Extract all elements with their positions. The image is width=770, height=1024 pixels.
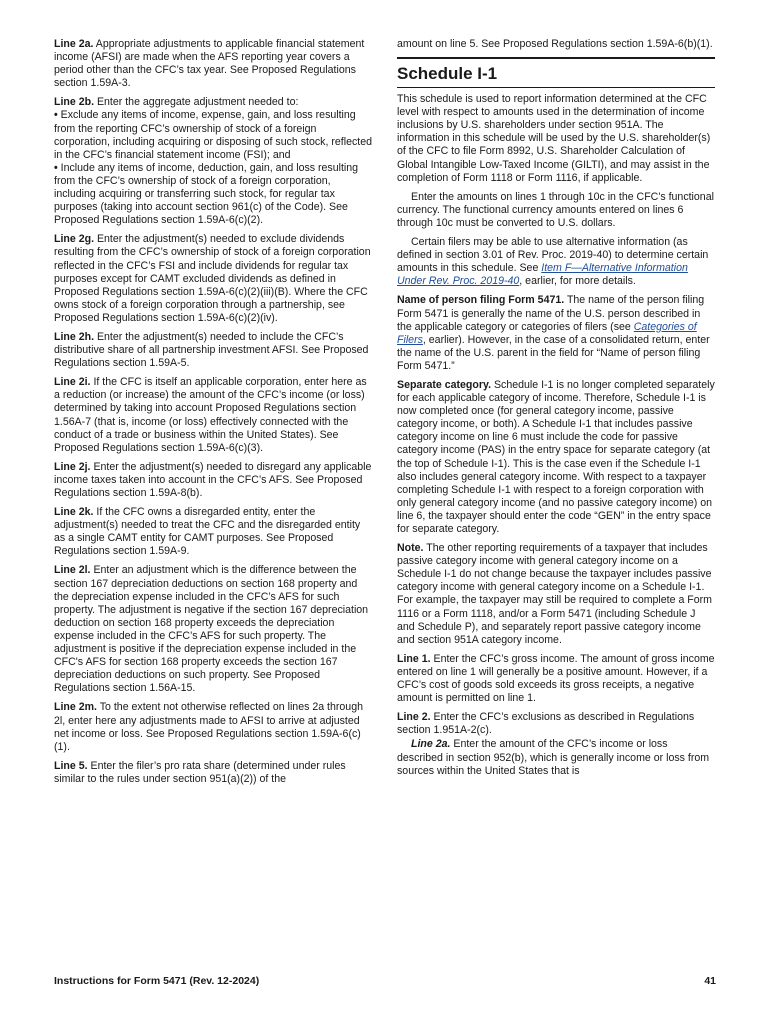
- bullet-item: [54, 162, 373, 227]
- paragraph-alternative-info: [397, 236, 715, 288]
- paragraph-lead: Line 2j.: [54, 460, 91, 473]
- paragraph-lead: Name of person filing Form 5471.: [397, 294, 565, 307]
- paragraph-separate-category: [397, 379, 715, 536]
- paragraph-lead: Line 2.: [397, 711, 431, 724]
- paragraph-lead: Note.: [397, 542, 424, 555]
- bullet-icon: •: [54, 161, 58, 174]
- paragraph-lead: Line 2a.: [54, 38, 94, 50]
- paragraph-lead: Line 2g.: [54, 233, 95, 246]
- item-f-link[interactable]: Item F—Alternative Information Under Rev. Proc. 2019-40: [397, 262, 688, 288]
- paragraph-line-2m: [54, 701, 373, 753]
- paragraph-text: Enter the aggregate adjustment needed to:: [94, 96, 299, 109]
- paragraph-text: Enter the adjustment(s) needed to disregard any applicable income taxes taken into account in the CFC’s AFS. See Proposed Regulations section 1.59A-8(b).: [54, 460, 372, 499]
- paragraph-text: If the CFC owns a disregarded entity, enter the adjustment(s) needed to treat the CFC and the disregarded entity as a single CAMT entity for CAMT purposes. See Proposed Regulations section 1.59A-9.: [54, 506, 361, 558]
- paragraph-text: Enter the amount of the CFC’s income or loss described in section 952(b), which is generally income or loss from sources within the United States that is: [397, 738, 710, 777]
- categories-of-filers-link[interactable]: Categories of Filers: [397, 320, 697, 346]
- paragraph-lead: Line 2h.: [54, 330, 95, 343]
- bullet-icon: •: [54, 109, 58, 122]
- paragraph-text: Appropriate adjustments to applicable financial statement income (AFSI) are made when the AFS reporting year covers a period other than the CFC’s tax year. See Proposed Regulations section 1.59A-3.: [54, 38, 365, 90]
- paragraph-text: If the CFC is itself an applicable corporation, enter here as a reduction (or increase) the amount of the CFC’s income (or loss) determined by taking into account Proposed Regulations section 1.56A-7 (that is, income (or loss) effectively connected with the conduct of a trade or business within the United States). See Proposed Regulations section 1.59A-6(c)(3).: [54, 376, 367, 454]
- paragraph-lead: Line 2b.: [54, 96, 95, 109]
- paragraph-lead: Line 1.: [397, 652, 431, 665]
- paragraph-text: Schedule I-1 is no longer completed separately for each applicable category of income. Therefore, Schedule I-1 is now completed once (for general category income, passive category income, or both). A Schedule I-1 that includes passive category income on line 6 must include the code for passive category income (PAS) in the entry space for separate category (at the top of Schedule I-1). This is the case even if the Schedule I-1 also includes general category income. With respect to a taxpayer completing Schedule I-1 with respect to a foreign corporation with only general category income (and no passive category income) on line 6, the taxpayer should enter the code “GEN” in the entry space for separate category.: [397, 378, 715, 535]
- paragraph-line-2i: [54, 376, 373, 455]
- paragraph-lead: Line 2a.: [411, 738, 451, 751]
- paragraph-text: Enter the filer’s pro rata share (determined under rules similar to the rules under section 951(a)(2)) of the: [54, 759, 346, 785]
- paragraph-lead: Line 2i.: [54, 376, 91, 389]
- page-number: 41: [704, 975, 716, 987]
- paragraph-text: Certain filers may be able to use alternative information (as defined in section 3.01 of Rev. Proc. 2019-40) to determine certain amounts in this schedule. See: [397, 236, 709, 275]
- paragraph-line-2a-right: [397, 738, 715, 777]
- paragraph-functional-currency: Enter the amounts on lines 1 through 10c in the CFC's functional currency. The functional currency amounts entered on lines 6 through 10c must be converted to U.S. dollars.: [397, 190, 714, 229]
- paragraph-lead: Line 2k.: [54, 506, 94, 519]
- paragraph-name-of-person: [397, 294, 715, 373]
- paragraph-text: Enter the CFC’s gross income. The amount of gross income entered on line 1 will generally be a positive amount. However, if a CFC’s cost of goods sold exceeds its gross receipts, a negative amount is permitted on line 1.: [397, 652, 715, 705]
- paragraph-intro: This schedule is used to report information determined at the CFC level with respect to amounts used in the determination of income inclusions by U.S. shareholders under section 951A. The information in this schedule will be used by the U.S. shareholder(s) of the CFC to file Form 8992, U.S. Shareholder Calculation of Global Intangible Low-Taxed Income (GILTI), and may assist in the completion of Form 1118 or Form 1116, if applicable.: [397, 93, 711, 184]
- paragraph-line-2k: [54, 506, 373, 558]
- paragraph-lead: Separate category.: [397, 378, 492, 391]
- paragraph-line-2a: [54, 38, 373, 90]
- left-column: [54, 38, 373, 792]
- bullet-text: Include any items of income, deduction, gain, and loss resulting from the CFC’s ownership of stock of a foreign corporation, including acquiring or transferring such stock, for regular tax purposes (taking into account section 961(c) of the Code). See Proposed Regulations section 1.59A-6(c)(2).: [54, 161, 359, 227]
- right-column: [397, 38, 715, 784]
- paragraph-text: , earlier, for more details.: [519, 275, 636, 288]
- paragraph-text: To the extent not otherwise reflected on lines 2a through 2l, enter here any adjustments made to AFSI to arrive at adjusted net income or loss. See Proposed Regulations section 1.59A-6(c)(1).: [54, 701, 363, 753]
- paragraph-text: Enter the adjustment(s) needed to include the CFC’s distributive share of all partnership investment AFSI. See Proposed Regulations section 1.59A-5.: [54, 330, 369, 370]
- paragraph-lead: Line 2l.: [54, 564, 91, 577]
- paragraph-lead: Line 5.: [54, 759, 88, 772]
- paragraph-text: , earlier). However, in the case of a consolidated return, enter the name of the U.S. parent in the field for “Name of person filing Form 5471.”: [397, 333, 710, 372]
- paragraph-text: Enter the adjustment(s) needed to exclude dividends resulting from the CFC’s ownership of stock of a foreign corporation reflected in the CFC’s FSI and include dividends for regular tax purposes except for CAMT excluded dividends as defined in Proposed Regulations section 1.59A-6(c)(2)(iii)(B). Where the CFC owns stock of a foreign corporation through a partnership, see Proposed Regulations section 1.59A-6(c)(2)(iv).: [54, 233, 371, 324]
- paragraph-line-2h: [54, 331, 373, 370]
- paragraph-line-2g: [54, 233, 373, 325]
- paragraph-text: The name of the person filing Form 5471 is generally the name of the U.S. person described in the applicable category or categories of filers (see: [397, 294, 705, 333]
- paragraph-line-5: [54, 760, 373, 786]
- paragraph-text: Enter an adjustment which is the difference between the section 167 depreciation deductions on section 168 property and the depreciation expense included in the CFC’s AFS for such property. The adjustment is negative if the section 167 depreciation deduction on section 168 property exceeds the depreciation expense included in the CFC’s AFS for such property. The adjustment is positive if the depreciation expense included in the CFC's AFS for section 168 property exceeds the section 167 depreciation deductions on such property. See Proposed Regulations section 1.56A-15.: [54, 564, 369, 695]
- footer-form-title: Instructions for Form 5471 (Rev. 12-2024): [54, 975, 260, 987]
- paragraph-line-1: [397, 653, 715, 705]
- heading-rule: [397, 57, 715, 59]
- paragraph-line-2b: [54, 96, 373, 227]
- bullet-item: [54, 109, 373, 161]
- paragraph-line-2l: [54, 564, 373, 695]
- section-heading: Schedule I-1: [397, 64, 715, 88]
- paragraph-line-2: [397, 711, 715, 737]
- bullet-text: Exclude any items of income, expense, gain, and loss resulting from the reporting CFC’s ownership of stock of a foreign corporation, including acquiring or disposing of such stock, reflected in the CFC’s financial statement income (FSI); and: [54, 109, 372, 161]
- paragraph-continuation: amount on line 5. See Proposed Regulations section 1.59A-6(b)(1).: [397, 38, 713, 50]
- paragraph-lead: Line 2m.: [54, 701, 97, 714]
- section-heading-block: [397, 57, 715, 88]
- paragraph-note: [397, 542, 715, 647]
- paragraph-text: Enter the CFC’s exclusions as described in Regulations section 1.951A-2(c).: [397, 711, 695, 737]
- paragraph-line-2j: [54, 461, 373, 500]
- page-footer: [54, 975, 716, 987]
- paragraph-text: The other reporting requirements of a taxpayer that includes passive category income with general category income on a Schedule I-1 do not change because the taxpayer includes passive category income with general category income on a Schedule I-1. For example, the taxpayer may still be required to complete a Form 1116 or a Form 1118, and/or a Form 5471 (including Schedule J and Schedule P), and separately report passive category income and section 951A category income.: [397, 542, 713, 646]
